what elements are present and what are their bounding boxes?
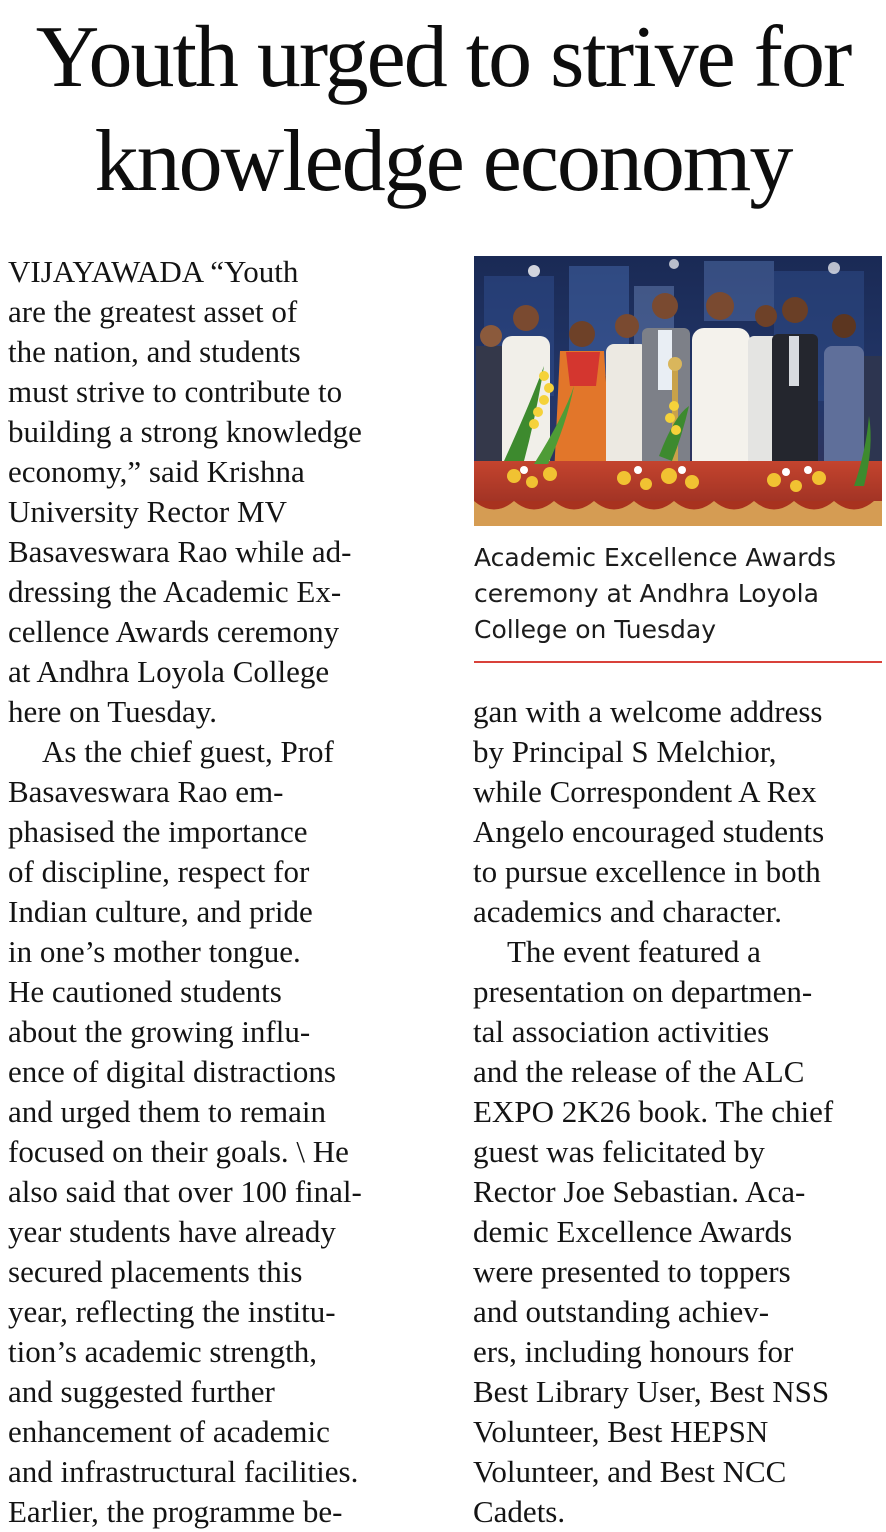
article-line: Cadets. xyxy=(473,1494,566,1529)
article-line: Earlier, the programme be- xyxy=(8,1494,343,1529)
article-line: As the chief guest, Prof xyxy=(42,734,334,769)
article-line: about the growing influ- xyxy=(8,1014,311,1049)
article-line: the nation, and students xyxy=(8,334,301,369)
headline xyxy=(0,6,886,214)
article-line: gan with a welcome address xyxy=(473,694,823,729)
article-line: must strive to contribute to xyxy=(8,374,343,409)
article-line: by Principal S Melchior, xyxy=(473,734,777,769)
article-line: year students have already xyxy=(8,1214,336,1249)
article-line: dressing the Academic Ex- xyxy=(8,574,342,609)
article-line: also said that over 100 final- xyxy=(8,1174,362,1209)
article-line: Rector Joe Sebastian. Aca- xyxy=(473,1174,806,1209)
article-line: enhancement of academic xyxy=(8,1414,330,1449)
article-line: Volunteer, and Best NCC xyxy=(473,1454,787,1489)
article-line: Basaveswara Rao while ad- xyxy=(8,534,352,569)
article-line: in one’s mother tongue. xyxy=(8,934,301,969)
article-column-right xyxy=(473,692,883,1532)
article-line: ers, including honours for xyxy=(473,1334,794,1369)
article-line: Indian culture, and pride xyxy=(8,894,313,929)
article-line: VIJAYAWADA “Youth xyxy=(8,254,299,289)
article-line: University Rector MV xyxy=(8,494,287,529)
article-line: secured placements this xyxy=(8,1254,303,1289)
article-column-left xyxy=(8,252,458,1532)
article-line: tal association activities xyxy=(473,1014,770,1049)
article-line: academics and character. xyxy=(473,894,782,929)
caption-line: Academic Excellence Awards xyxy=(474,543,837,572)
caption-line: College on Tuesday xyxy=(474,615,717,644)
article-line: are the greatest asset of xyxy=(8,294,298,329)
article-line: EXPO 2K26 book. The chief xyxy=(473,1094,834,1129)
article-line: ence of digital distractions xyxy=(8,1054,336,1089)
ceremony-photo-image xyxy=(474,256,882,526)
article-line: guest was felicitated by xyxy=(473,1134,765,1169)
ceremony-photo xyxy=(474,256,882,526)
article-line: He cautioned students xyxy=(8,974,282,1009)
headline-line: knowledge economy xyxy=(94,113,792,210)
caption-line: ceremony at Andhra Loyola xyxy=(474,579,819,608)
headline-line: Youth urged to strive for xyxy=(35,9,851,106)
article-line: and urged them to remain xyxy=(8,1094,326,1129)
article-line: focused on their goals. \ He xyxy=(8,1134,349,1169)
article-line: and the release of the ALC xyxy=(473,1054,805,1089)
article-line: presentation on departmen- xyxy=(473,974,813,1009)
article-line: year, reflecting the institu- xyxy=(8,1294,336,1329)
article-line: were presented to toppers xyxy=(473,1254,791,1289)
article-line: building a strong knowledge xyxy=(8,414,362,449)
article-line: Angelo encouraged students xyxy=(473,814,825,849)
article-line: economy,” said Krishna xyxy=(8,454,305,489)
article-line: phasised the importance xyxy=(8,814,308,849)
article-line: Volunteer, Best HEPSN xyxy=(473,1414,769,1449)
article-line: Best Library User, Best NSS xyxy=(473,1374,830,1409)
photo-caption xyxy=(474,540,882,648)
article-line: The event featured a xyxy=(507,934,761,969)
article-line: of discipline, respect for xyxy=(8,854,310,889)
article-line: and suggested further xyxy=(8,1374,275,1409)
article-line: tion’s academic strength, xyxy=(8,1334,318,1369)
article-line: at Andhra Loyola College xyxy=(8,654,330,689)
article-line: and outstanding achiev- xyxy=(473,1294,770,1329)
article-line: cellence Awards ceremony xyxy=(8,614,340,649)
caption-divider xyxy=(474,661,882,663)
article-line: Basaveswara Rao em- xyxy=(8,774,284,809)
article-line: demic Excellence Awards xyxy=(473,1214,793,1249)
article-line: while Correspondent A Rex xyxy=(473,774,817,809)
article-line: here on Tuesday. xyxy=(8,694,217,729)
article-line: to pursue excellence in both xyxy=(473,854,821,889)
article-line: and infrastructural facilities. xyxy=(8,1454,359,1489)
